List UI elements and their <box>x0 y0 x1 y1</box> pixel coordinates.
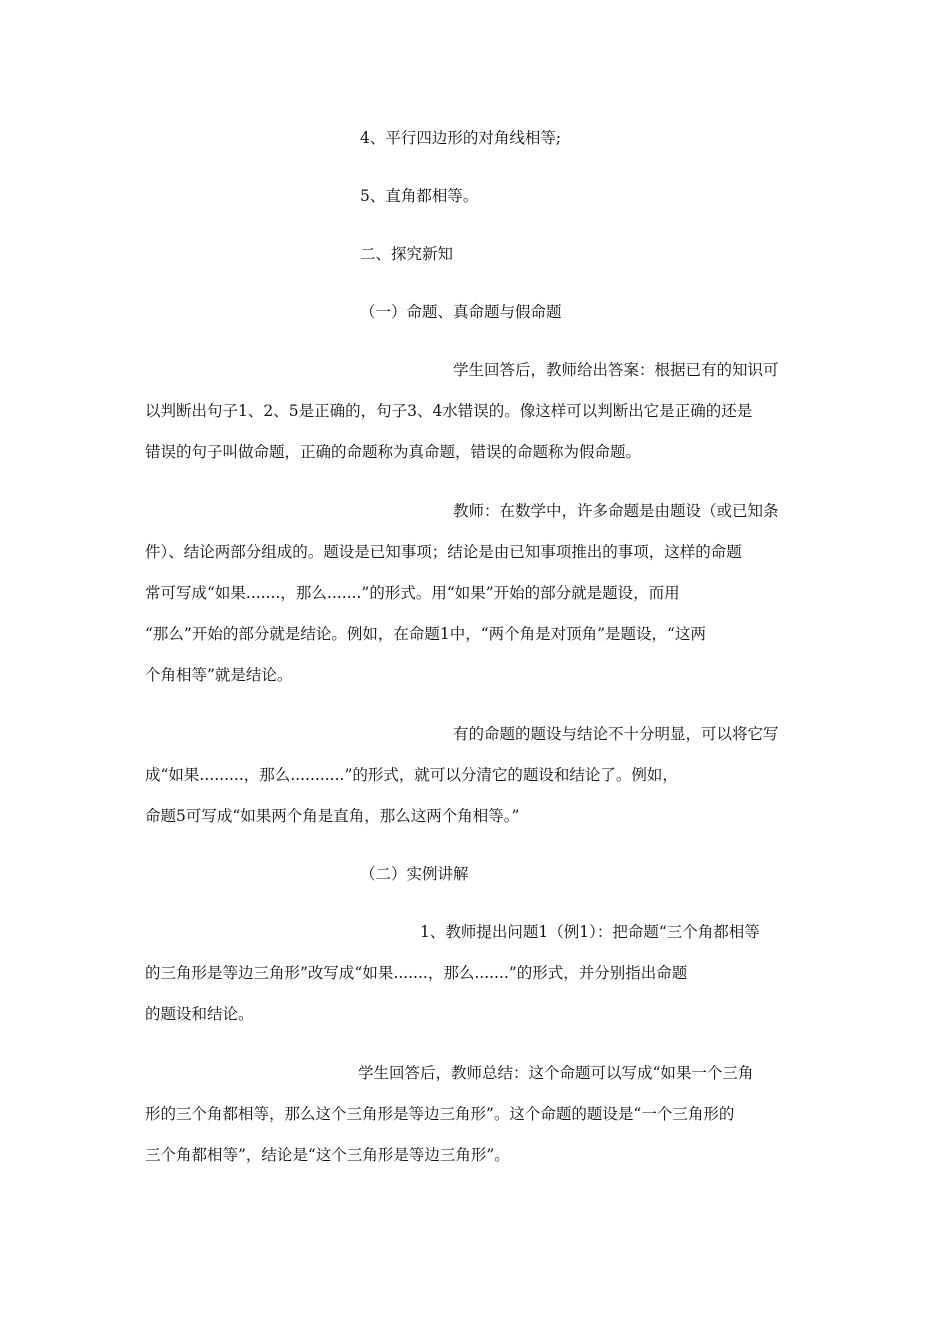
paragraph-line: 学生回答后，教师总结：这个命题可以写成“如果一个三角 <box>358 1064 754 1082</box>
section-heading: 二、探究新知 <box>360 245 454 263</box>
paragraph-line: 个角相等”就是结论。 <box>145 666 293 684</box>
paragraph-line: 三个角都相等”，结论是“这个三角形是等边三角形”。 <box>145 1146 510 1164</box>
subsection-heading: （二）实例讲解 <box>360 865 469 883</box>
paragraph-line: 成“如果.........，那么...........”的形式，就可以分清它的题设和结论了。例如， <box>145 766 678 784</box>
subsection-heading: （一）命题、真命题与假命题 <box>360 303 562 321</box>
paragraph-line: 形的三个角都相等，那么这个三角形是等边三角形”。这个命题的题设是“一个三角形的 <box>145 1105 735 1123</box>
paragraph-line: 命题5可写成“如果两个角是直角，那么这两个角相等。” <box>145 807 520 825</box>
paragraph-line: 1、教师提出问题1（例1）：把命题“三个角都相等 <box>420 923 760 941</box>
paragraph-line: 学生回答后，教师给出答案：根据已有的知识可 <box>453 361 779 379</box>
paragraph-line: 的三角形是等边三角形”改写成“如果.......，那么.......”的形式，并分别指出命题 <box>145 964 688 982</box>
paragraph-line: “那么”开始的部分就是结论。例如，在命题1中，“两个角是对顶角”是题设，“这两 <box>145 625 706 643</box>
paragraph-line: 件）、结论两部分组成的。题设是已知事项；结论是由已知事项推出的事项，这样的命题 <box>145 543 742 561</box>
paragraph-line: 错误的句子叫做命题，正确的命题称为真命题，错误的命题称为假命题。 <box>145 443 642 461</box>
paragraph-line: 的题设和结论。 <box>145 1005 254 1023</box>
paragraph-line: 有的命题的题设与结论不十分明显，可以将它写 <box>453 725 779 743</box>
text-line: 5、直角都相等。 <box>360 187 479 205</box>
text-line: 4、平行四边形的对角线相等; <box>360 129 562 147</box>
paragraph-line: 常可写成“如果.......，那么.......”的形式。用“如果”开始的部分就是题设，而用 <box>145 584 680 602</box>
paragraph-line: 教师：在数学中，许多命题是由题设（或已知条 <box>453 502 779 520</box>
paragraph-line: 以判断出句子1、2、5是正确的，句子3、4水错误的。像这样可以判断出它是正确的还是 <box>145 402 753 420</box>
